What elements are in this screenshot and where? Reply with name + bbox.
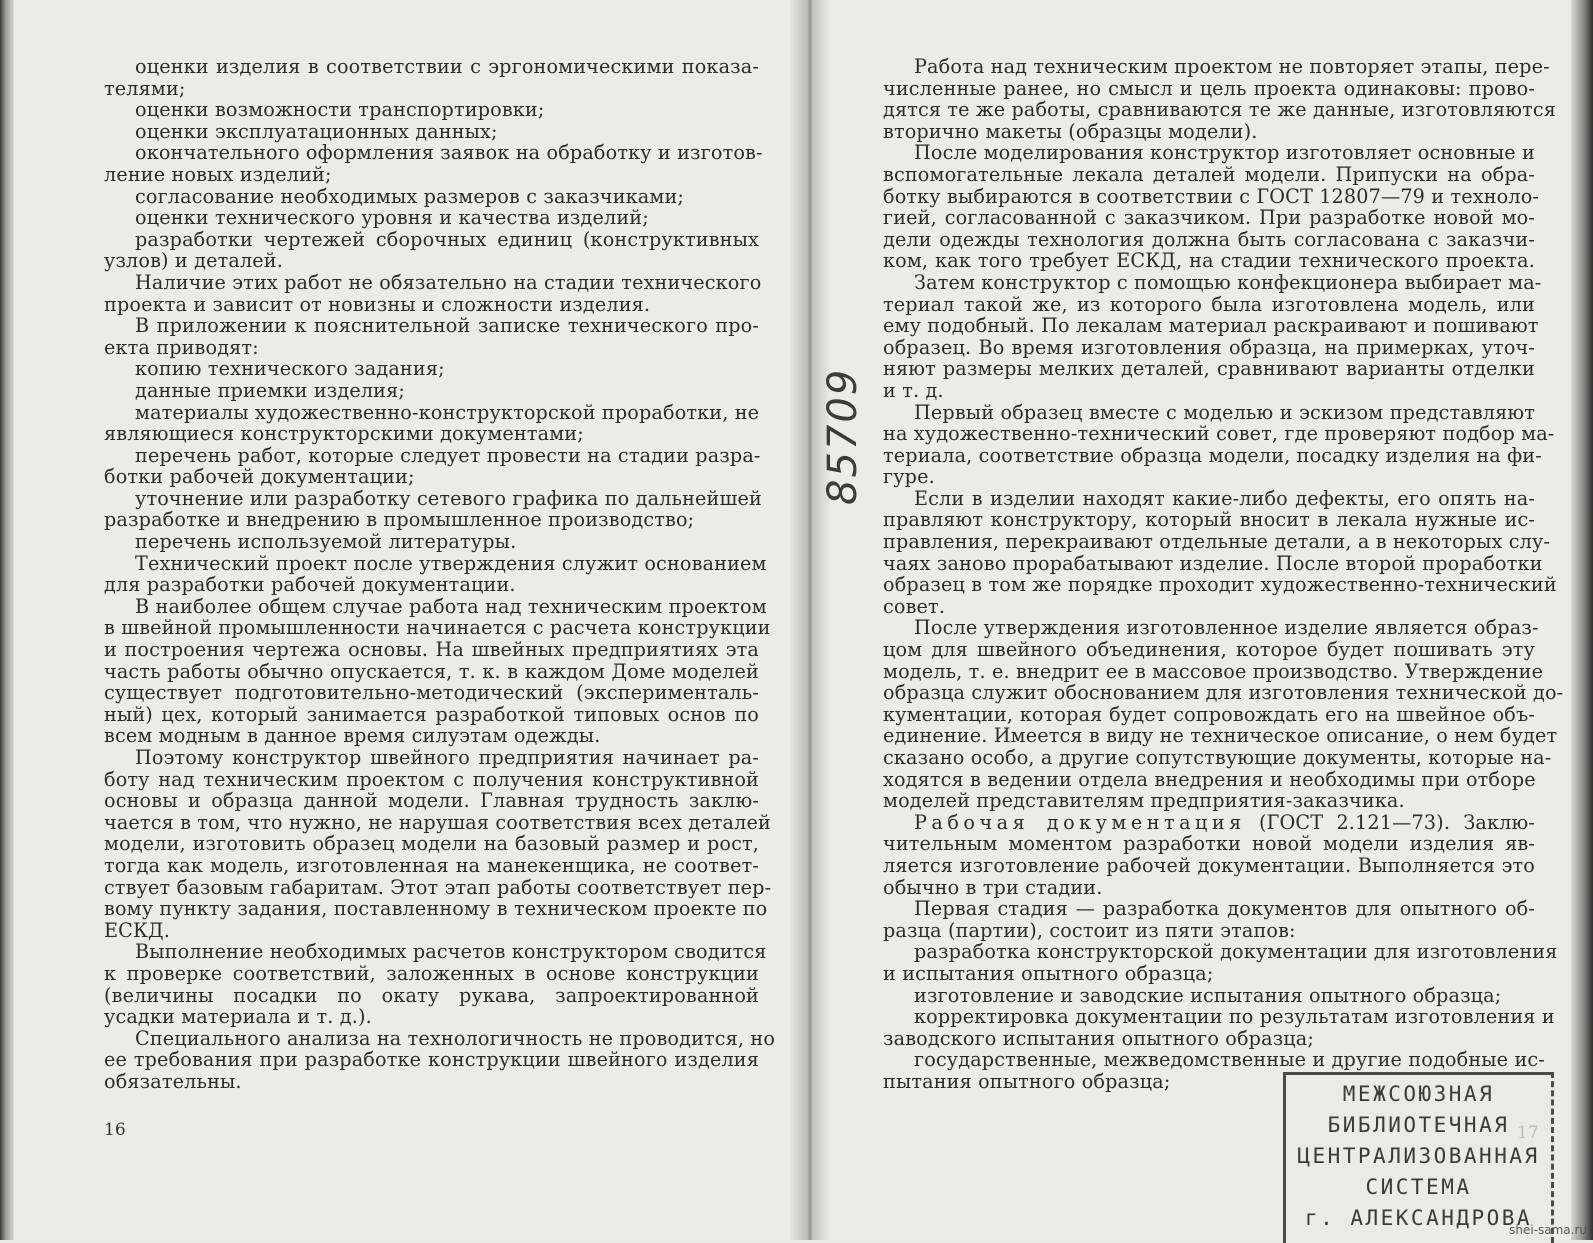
text-line: ходятся в ведении отдела внедрения и необходимы при отборе <box>883 767 1536 791</box>
text-line: оценки возможности транспортировки; <box>135 98 545 122</box>
text-line: к проверке соответствий, заложенных в основе конструкции <box>104 961 759 985</box>
text-line: чаях заново прорабатывают изделие. После второй проработки <box>883 551 1543 575</box>
text-line: образец в том же порядке проходит художественно-технический <box>883 573 1557 597</box>
text-line: образца служит обоснованием для изготовления технической до- <box>883 681 1564 705</box>
text-line: Поэтому конструктор швейного предприятия начинает ра- <box>135 746 759 769</box>
text-line: дели одежды технология должна быть согласована с заказчи- <box>883 227 1535 251</box>
library-stamp <box>1283 1072 1554 1243</box>
stamp-line: МЕЖСОЮЗНАЯ <box>1342 1082 1495 1106</box>
text-line: тогда как модель, изготовленная на манекенщика, не соответ- <box>104 853 759 877</box>
handwritten-inventory-number: 85709 <box>820 367 866 505</box>
right-page-text <box>883 55 1564 1093</box>
text-line: государственные, межведомственные и другие подобные ис- <box>914 1048 1545 1072</box>
text-line: разработке и внедрению в промышленное производство; <box>104 508 695 532</box>
text-line: сказано особо, а другие сопутствующие документы, которые на- <box>883 746 1552 769</box>
text-line: телями; <box>104 76 186 100</box>
left-page-text <box>104 55 776 1093</box>
text-line: часть работы обычно опускается, т. к. в каждом Доме моделей <box>104 659 759 683</box>
text-line: численные ранее, но смысл и цель проекта одинаковы: прово- <box>883 76 1535 100</box>
text-line: Работа над техническим проектом не повторяет этапы, пере- <box>914 55 1550 78</box>
text-line: Рабочая документация (ГОСТ 2.121—73). Заклю- <box>914 810 1535 834</box>
text-line: разца (партии), состоит из пяти этапов: <box>883 918 1296 942</box>
text-line: и т. д. <box>883 378 944 402</box>
text-line: Первая стадия — разработка документов для опытного об- <box>914 897 1535 921</box>
text-line: ботки рабочей документации; <box>104 465 415 489</box>
text-line: копию технического задания; <box>135 357 445 381</box>
text-line: ботку выбираются в соответствии с ГОСТ 12807—79 и техноло- <box>883 184 1540 208</box>
text-line: ее требования при разработке конструкции швейного изделия <box>104 1048 759 1072</box>
text-line: для разработки рабочей документации. <box>104 573 516 597</box>
text-line: В наиболее общем случае работа над техническим проектом <box>135 594 767 618</box>
text-line: чается в том, что нужно, не нарушая соответствия всех деталей <box>104 810 771 834</box>
text-line: обязательны. <box>104 1069 242 1093</box>
right-binding-edge <box>1571 0 1593 1240</box>
text-line: усадки материала и т. д.). <box>104 1005 372 1029</box>
text-line: моделей представителям предприятия-заказчика. <box>883 789 1405 813</box>
stamp-line: БИБЛИОТЕЧНАЯ <box>1327 1113 1510 1137</box>
text-line: ком, как того требует ЕСКД, на стадии технического проекта. <box>883 249 1535 273</box>
text-line: перечень работ, которые следует провести на стадии разра- <box>135 443 761 467</box>
text-line: После утверждения изготовленное изделие является образ- <box>914 616 1539 640</box>
text-line: модель, т. е. внедрит ее в массовое производство. Утверждение <box>883 659 1544 683</box>
stamp-line: СИСТЕМА <box>1365 1175 1472 1199</box>
text-line: ный) цех, который занимается разработкой типовых основ по <box>104 702 759 726</box>
text-line: Если в изделии находят какие-либо дефекты, его опять на- <box>914 486 1535 510</box>
text-line: окончательного оформления заявок на обработку и изготов- <box>135 141 763 165</box>
text-line: правляют конструктору, который вносит в лекала нужные ис- <box>883 508 1535 532</box>
left-binding-edge <box>0 0 14 1240</box>
text-line: териал такой же, из которого была изготовлена модель, или <box>883 292 1535 316</box>
text-line: вторично макеты (образцы модели). <box>883 119 1258 143</box>
text-line: правления, перекраивают отдельные детали, а в некоторых слу- <box>883 530 1551 554</box>
text-line: ему подобный. По лекалам материал раскраивают и пошивают <box>883 314 1539 338</box>
text-line: оценки технического уровня и качества изделий; <box>135 206 649 230</box>
text-line: разработка конструкторской документации для изготовления <box>914 940 1558 964</box>
text-line: образец. Во время изготовления образца, на примерках, уточ- <box>883 335 1535 359</box>
stamp-line: г. АЛЕКСАНДРОВА <box>1304 1206 1533 1230</box>
text-line: совет. <box>883 594 946 618</box>
text-line: заводского испытания опытного образца; <box>883 1026 1315 1050</box>
text-line: Наличие этих работ не обязательно на стадии технического <box>135 270 762 294</box>
text-line: оценки изделия в соответствии с эргономическими показа- <box>135 55 759 78</box>
text-line: и построения чертежа основы. На швейных предприятиях эта <box>104 638 759 662</box>
text-line: изготовление и заводские испытания опытного образца; <box>914 983 1502 1007</box>
text-line: уточнение или разработку сетевого графика по дальнейшей <box>135 486 762 510</box>
site-watermark: shei-sama.ru <box>1509 1223 1587 1237</box>
text-line: основы и образца данной модели. Главная трудность заклю- <box>104 789 759 813</box>
text-line: Специального анализа на технологичность не проводится, но <box>135 1026 776 1050</box>
text-line: Выполнение необходимых расчетов конструктором сводится <box>135 940 767 964</box>
left-page-number: 16 <box>104 1120 126 1140</box>
text-line: Первый образец вместе с моделью и эскизом представляют <box>914 400 1535 424</box>
text-line: перечень используемой литературы. <box>135 530 517 554</box>
text-line: ЕСКД. <box>104 918 170 942</box>
text-line: узлов) и деталей. <box>104 249 283 273</box>
text-line: являющиеся конструкторскими документами; <box>104 422 584 446</box>
text-line: согласование необходимых размеров с заказчиками; <box>135 184 685 208</box>
text-line: гуре. <box>883 465 935 489</box>
text-line: кументации, которая будет сопровождать его на швейное объ- <box>883 702 1535 726</box>
text-line: няют размеры мелких деталей, сравнивают варианты отделки <box>883 357 1535 381</box>
text-line: оценки эксплуатационных данных; <box>135 119 498 143</box>
text-line: в швейной промышленности начинается с расчета конструкции <box>104 616 771 640</box>
text-line: (величины посадки по окату рукава, запроектированной <box>104 983 759 1007</box>
text-line: Технический проект после утверждения служит основанием <box>135 551 767 575</box>
text-line: данные приемки изделия; <box>135 378 405 402</box>
text-line: всем модным в данное время силуэтам одежды. <box>104 724 601 748</box>
text-line: существует подготовительно-методический (эксперименталь- <box>104 681 759 705</box>
text-line: обычно в три стадии. <box>883 875 1103 899</box>
text-line: екта приводят: <box>104 335 259 359</box>
text-line: модели, изготовить образец модели на базовый размер и рост, <box>104 832 759 856</box>
text-line: териала, соответствие образца модели, посадку изделия на фи- <box>883 443 1542 467</box>
text-line: разработки чертежей сборочных единиц (конструктивных <box>135 227 759 251</box>
text-line: проекта и зависит от новизны и сложности изделия. <box>104 292 651 316</box>
stamp-line: ЦЕНТРАЛИЗОВАННАЯ <box>1297 1144 1540 1168</box>
text-line: материалы художественно-конструкторской проработки, не <box>135 400 760 424</box>
text-line: гией, согласованной с заказчиком. При разработке новой мо- <box>883 206 1535 230</box>
text-line: вспомогательные лекала деталей модели. Припуски на обра- <box>883 162 1535 186</box>
text-line: единение. Имеется в виду не техническое описание, о нем будет <box>883 724 1558 748</box>
text-line: В приложении к пояснительной записке технического про- <box>135 314 759 338</box>
text-line: вому пункту задания, поставленному в техническом проекте по <box>104 897 768 921</box>
text-line: чительным моментом разработки новой модели изделия яв- <box>883 832 1535 856</box>
text-line: на художественно-технический совет, где проверяют подбор ма- <box>883 422 1555 446</box>
text-line: ствует базовым габаритам. Этот этап работы соответствует пер- <box>104 875 772 899</box>
text-line: боту над техническим проектом с получения конструктивной <box>104 767 759 791</box>
text-line: ление новых изделий; <box>104 162 332 186</box>
text-line: После моделирования конструктор изготовляет основные и <box>914 141 1535 165</box>
text-line: пытания опытного образца; <box>883 1069 1171 1093</box>
section-heading: Рабочая документация <box>914 810 1246 834</box>
text-line: ляется изготовление рабочей документации. Выполняется это <box>883 853 1535 877</box>
text-line: и испытания опытного образца; <box>883 961 1214 985</box>
text-line: Затем конструктор с помощью конфекционера выбирает ма- <box>914 270 1542 294</box>
text-line: корректировка документации по результатам изготовления и <box>914 1005 1555 1029</box>
text-line: цом для швейного объединения, которое будет пошивать эту <box>883 638 1535 662</box>
book-gutter <box>790 0 830 1240</box>
text-line: дятся те же работы, сравниваются те же данные, изготовляются <box>883 98 1557 122</box>
